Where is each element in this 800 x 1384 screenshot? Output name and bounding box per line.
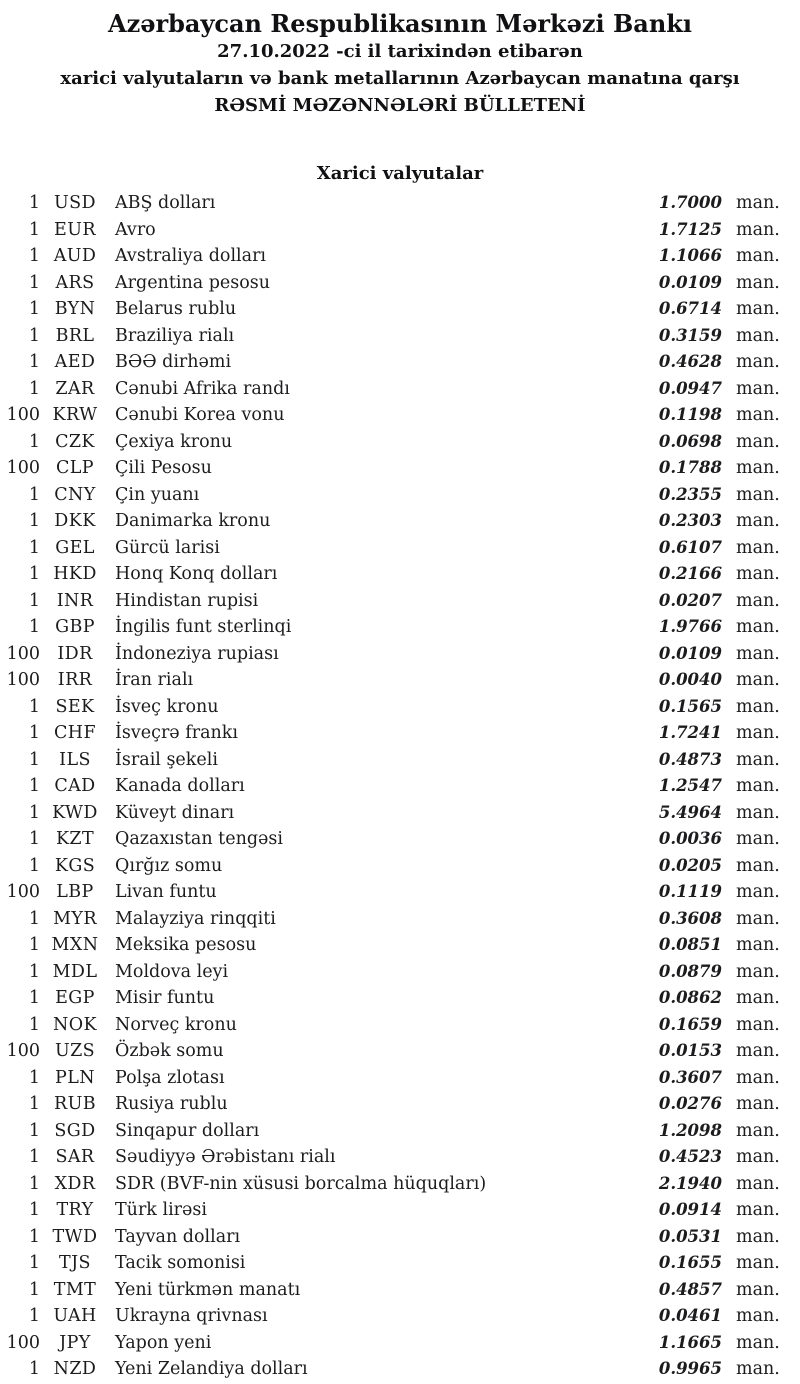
rate-value: 0.4523 [658,1147,722,1166]
rate-unit: man. [736,1067,780,1088]
rate-currency-name: SDR (BVF-nin xüsusi borcalma hüquqları) [115,1173,487,1194]
rate-quantity: 1 [28,352,40,372]
rate-currency-code: CAD [54,776,96,796]
rate-currency-code: CZK [55,431,95,452]
rate-quantity: 1 [28,829,40,849]
rate-row [0,667,800,694]
rate-currency-code: IDR [57,643,93,664]
rate-quantity: 1 [28,246,40,266]
rate-currency-code: KZT [55,829,95,849]
rate-unit: man. [736,590,780,611]
rate-currency-name: Çexiya kronu [115,431,233,452]
rate-unit: man. [736,299,780,319]
rate-currency-code: HKD [53,564,97,584]
rate-unit: man. [736,564,780,584]
rate-quantity: 1 [28,1067,40,1088]
rate-unit: man. [736,484,780,505]
rate-quantity: 1 [28,988,40,1008]
rate-currency-name: İngilis funt sterlinqi [115,617,292,637]
rate-row [0,720,800,747]
rate-currency-code: LBP [56,882,94,902]
rate-quantity: 1 [28,299,40,319]
rate-row [0,376,800,403]
rate-value: 0.2355 [658,484,722,504]
rate-unit: man. [736,193,780,213]
rate-currency-code: CNY [54,484,96,505]
rate-currency-name: Cənubi Afrika randı [115,378,290,399]
rate-row [0,243,800,270]
rate-currency-name: Moldova leyi [115,961,229,982]
rate-value: 1.9766 [658,617,722,636]
rate-currency-code: SAR [55,1147,95,1167]
rate-unit: man. [736,749,780,770]
rate-quantity: 1 [28,961,40,982]
rate-value: 0.0205 [658,855,722,875]
rate-row [0,826,800,853]
rate-currency-name: Norveç kronu [115,1014,237,1035]
rate-unit: man. [736,1200,780,1220]
rate-row [0,1091,800,1118]
rate-quantity: 100 [6,405,40,425]
rates-table [0,190,800,1383]
rate-row [0,800,800,827]
rate-row [0,747,800,774]
rate-unit: man. [736,802,780,823]
rate-value: 0.2303 [658,511,722,530]
rate-currency-name: Tayvan dolları [115,1226,241,1247]
rate-value: 0.0109 [658,643,722,663]
rate-currency-name: ABŞ dolları [115,193,216,213]
rate-row [0,641,800,668]
rate-quantity: 1 [28,908,40,929]
rate-quantity: 1 [28,1147,40,1167]
rate-currency-code: KWD [52,802,98,823]
rate-row [0,296,800,323]
rate-value: 0.6714 [658,299,722,318]
rate-currency-code: AUD [53,246,97,266]
rate-unit: man. [736,643,780,664]
rate-currency-name: Argentina pesosu [115,272,271,293]
rate-row [0,1012,800,1039]
rate-row [0,1118,800,1145]
bulletin-title-line: RƏSMİ MƏZƏNNƏLƏRİ BÜLLETENİ [214,95,586,116]
rate-currency-code: UAH [53,1306,97,1326]
rate-unit: man. [736,325,780,346]
rate-unit: man. [736,1041,780,1061]
rate-currency-name: Yeni türkmən manatı [115,1279,301,1300]
rate-quantity: 1 [28,1173,40,1194]
rate-value: 0.4628 [658,352,722,371]
rate-currency-code: NOK [53,1014,97,1035]
rate-value: 0.0862 [658,988,722,1007]
rate-currency-code: TMT [53,1279,97,1300]
rate-currency-name: BƏƏ dirhəmi [115,352,232,372]
rate-value: 0.1655 [658,1253,722,1272]
rate-value: 0.3159 [658,325,722,345]
rate-value: 0.0276 [658,1094,722,1113]
rate-unit: man. [736,696,780,717]
rate-currency-code: ARS [55,272,95,293]
rate-quantity: 1 [28,935,40,955]
rate-row [0,1224,800,1251]
rate-quantity: 1 [28,590,40,611]
rate-row [0,1356,800,1383]
rate-row [0,402,800,429]
rate-value: 0.0947 [658,378,722,398]
rate-value: 0.0879 [658,961,722,981]
rate-value: 0.4857 [658,1279,722,1299]
rate-value: 0.2166 [658,564,722,583]
rate-currency-code: KRW [52,405,98,425]
rate-currency-code: PLN [55,1067,95,1088]
rate-unit: man. [736,723,780,743]
rate-unit: man. [736,1094,780,1114]
rate-row [0,906,800,933]
rate-row [0,1065,800,1092]
rate-quantity: 1 [28,855,40,876]
rate-value: 0.1565 [658,696,722,716]
rate-currency-name: Kanada dolları [115,776,245,796]
rate-value: 0.1788 [658,458,722,477]
rate-currency-name: Braziliya rialı [115,325,235,346]
rate-quantity: 1 [28,723,40,743]
rate-unit: man. [736,219,780,240]
rate-unit: man. [736,1359,780,1379]
section-title-foreign-currencies: Xarici valyutalar [316,163,484,184]
rate-value: 0.0461 [658,1306,722,1325]
rate-quantity: 100 [6,458,40,478]
rate-unit: man. [736,935,780,955]
rate-quantity: 1 [28,696,40,717]
rate-unit: man. [736,1226,780,1247]
rate-currency-name: Hindistan rupisi [115,590,259,611]
rate-quantity: 1 [28,1200,40,1220]
bulletin-header [0,0,800,119]
rate-quantity: 1 [28,1120,40,1141]
rate-quantity: 1 [28,1306,40,1326]
subject-line: xarici valyutaların və bank metallarının Azərbaycan manatına qarşı [60,68,740,89]
rate-value: 0.0109 [658,272,722,292]
rate-unit: man. [736,511,780,531]
rate-row [0,1277,800,1304]
rate-value: 0.6107 [658,537,722,557]
rate-currency-name: Malayziya rinqqiti [115,908,276,929]
rate-currency-code: TRY [56,1200,94,1220]
rate-unit: man. [736,378,780,399]
rate-currency-name: Sinqapur dolları [115,1120,260,1141]
rate-quantity: 1 [28,431,40,452]
rate-value: 0.0851 [658,935,722,954]
rate-currency-code: INR [56,590,94,611]
rate-unit: man. [736,617,780,637]
rate-unit: man. [736,1253,780,1273]
rate-unit: man. [736,776,780,796]
rate-row [0,1038,800,1065]
rate-row [0,429,800,456]
rate-currency-name: Ukrayna qrivnası [115,1306,268,1326]
rate-currency-code: ZAR [55,378,95,399]
rate-currency-code: TWD [52,1226,98,1247]
rate-quantity: 1 [28,776,40,796]
rate-value: 1.1665 [658,1332,722,1352]
rate-currency-name: Çili Pesosu [115,458,212,478]
rate-row [0,561,800,588]
rate-quantity: 100 [6,1332,40,1353]
rate-row [0,1330,800,1357]
rate-value: 0.0153 [658,1041,722,1060]
rate-currency-name: Belarus rublu [115,299,237,319]
rate-currency-name: Yeni Zelandiya dolları [115,1359,308,1379]
rate-currency-name: Misir funtu [115,988,215,1008]
rate-currency-code: GBP [55,617,95,637]
rate-unit: man. [736,352,780,372]
rate-value: 0.0036 [658,829,722,848]
rate-row [0,853,800,880]
rate-row [0,985,800,1012]
rate-currency-name: Rusiya rublu [115,1094,228,1114]
rate-value: 1.7125 [658,219,722,239]
rate-currency-name: Avro [115,219,156,240]
rate-unit: man. [736,246,780,266]
rate-row [0,694,800,721]
rate-currency-name: Polşa zlotası [115,1067,225,1088]
rate-currency-name: Yapon yeni [115,1332,212,1353]
rate-value: 2.1940 [658,1173,722,1193]
rate-unit: man. [736,829,780,849]
rate-quantity: 100 [6,882,40,902]
rate-value: 0.0531 [658,1226,722,1246]
rate-quantity: 1 [28,1253,40,1273]
rate-currency-code: BRL [55,325,95,346]
rate-row [0,1144,800,1171]
rate-quantity: 1 [28,325,40,346]
rate-value: 0.0040 [658,670,722,689]
rate-quantity: 1 [28,511,40,531]
rate-quantity: 1 [28,564,40,584]
rate-currency-name: Meksika pesosu [115,935,257,955]
rate-unit: man. [736,1014,780,1035]
rate-quantity: 1 [28,617,40,637]
rate-quantity: 100 [6,643,40,664]
rate-row [0,323,800,350]
rate-currency-code: CHF [54,723,96,743]
rate-unit: man. [736,537,780,558]
rate-currency-code: MDL [52,961,98,982]
rate-row [0,773,800,800]
rate-currency-code: SGD [54,1120,96,1141]
rate-currency-name: İndoneziya rupiası [115,643,279,664]
rate-row [0,879,800,906]
rate-currency-name: Qazaxıstan tengəsi [115,829,283,849]
rate-quantity: 1 [28,1359,40,1379]
rate-row [0,1171,800,1198]
rate-value: 5.4964 [658,802,722,822]
rate-currency-code: USD [54,193,96,213]
rate-row [0,270,800,297]
rate-currency-name: Türk lirəsi [115,1200,207,1220]
rate-currency-name: Qırğız somu [115,855,223,876]
rate-quantity: 1 [28,802,40,823]
rate-currency-code: TJS [59,1253,91,1273]
rate-quantity: 1 [28,272,40,293]
bank-title: Azərbaycan Respublikasının Mərkəzi Bankı [107,9,693,38]
rate-currency-name: Küveyt dinarı [115,802,235,823]
rate-value: 0.0207 [658,590,722,610]
rate-currency-code: DKK [54,511,96,531]
rate-currency-code: MYR [53,908,97,929]
rate-currency-name: Səudiyyə Ərəbistanı rialı [115,1147,336,1167]
rate-currency-code: ILS [59,749,91,770]
rate-currency-code: NZD [53,1359,97,1379]
rate-currency-code: MXN [51,935,99,955]
rate-unit: man. [736,855,780,876]
rate-currency-code: JPY [59,1332,91,1353]
rate-row [0,455,800,482]
rate-currency-code: RUB [54,1094,96,1114]
rate-currency-name: Tacik somonisi [115,1253,246,1273]
rate-quantity: 1 [28,1226,40,1247]
rate-row [0,588,800,615]
rate-row [0,535,800,562]
rate-value: 1.2098 [658,1120,722,1140]
rate-unit: man. [736,1147,780,1167]
rate-value: 1.7241 [658,723,722,742]
rate-row [0,1250,800,1277]
rate-unit: man. [736,988,780,1008]
rate-row [0,614,800,641]
rate-value: 1.1066 [658,246,722,265]
rate-currency-code: BYN [54,299,96,319]
rate-quantity: 1 [28,484,40,505]
rate-currency-code: GEL [55,537,95,558]
rate-unit: man. [736,1173,780,1194]
rate-currency-code: IRR [57,670,93,690]
rate-unit: man. [736,1332,780,1353]
rate-quantity: 1 [28,749,40,770]
rate-unit: man. [736,908,780,929]
rate-row [0,959,800,986]
rate-currency-name: Çin yuanı [115,484,200,505]
rate-quantity: 1 [28,537,40,558]
rate-currency-name: Danimarka kronu [115,511,271,531]
rate-value: 0.0914 [658,1200,722,1219]
rate-currency-code: EUR [54,219,96,240]
rate-unit: man. [736,961,780,982]
rate-row [0,217,800,244]
rate-value: 1.7000 [658,193,722,212]
rate-row [0,190,800,217]
rate-row [0,932,800,959]
rate-unit: man. [736,670,780,690]
rate-unit: man. [736,1279,780,1300]
rate-currency-name: Gürcü larisi [115,537,220,558]
rate-value: 0.9965 [658,1359,722,1378]
rate-value: 0.3607 [658,1067,722,1087]
rate-value: 0.3608 [658,908,722,928]
rate-currency-name: İran rialı [115,670,194,690]
rate-unit: man. [736,1306,780,1326]
rate-row [0,349,800,376]
rate-value: 0.1659 [658,1014,722,1034]
rate-row [0,508,800,535]
rate-currency-code: SEK [55,696,95,717]
rate-quantity: 1 [28,1279,40,1300]
effective-date-line: 27.10.2022 -ci il tarixindən etibarən [217,41,583,62]
rate-currency-name: İsveçrə frankı [115,723,238,743]
rate-currency-name: Avstraliya dolları [115,246,267,266]
rate-currency-code: XDR [54,1173,96,1194]
rate-value: 1.2547 [658,776,722,795]
rate-currency-code: CLP [56,458,94,478]
rate-currency-name: Özbək somu [115,1041,224,1061]
rate-quantity: 1 [28,193,40,213]
rate-value: 0.1119 [658,882,722,901]
rate-currency-name: Honq Konq dolları [115,564,278,584]
rate-currency-code: AED [54,352,96,372]
rate-currency-code: KGS [54,855,96,876]
rate-quantity: 1 [28,219,40,240]
rate-unit: man. [736,458,780,478]
rate-value: 0.1198 [658,405,722,424]
rate-unit: man. [736,1120,780,1141]
rate-quantity: 1 [28,1014,40,1035]
rate-unit: man. [736,272,780,293]
rate-row [0,1197,800,1224]
rate-currency-name: Livan funtu [115,882,217,902]
rate-unit: man. [736,431,780,452]
rate-quantity: 1 [28,378,40,399]
rate-quantity: 100 [6,1041,40,1061]
rate-quantity: 100 [6,670,40,690]
rate-unit: man. [736,405,780,425]
rate-currency-name: İsveç kronu [115,696,219,717]
rate-row [0,1303,800,1330]
rate-currency-code: UZS [54,1041,96,1061]
rate-value: 0.4873 [658,749,722,769]
rate-value: 0.0698 [658,431,722,451]
rate-currency-name: Cənubi Korea vonu [115,405,285,425]
rate-currency-code: EGP [55,988,95,1008]
rate-unit: man. [736,882,780,902]
rate-quantity: 1 [28,1094,40,1114]
rate-row [0,482,800,509]
rate-currency-name: İsrail şekeli [115,749,218,770]
